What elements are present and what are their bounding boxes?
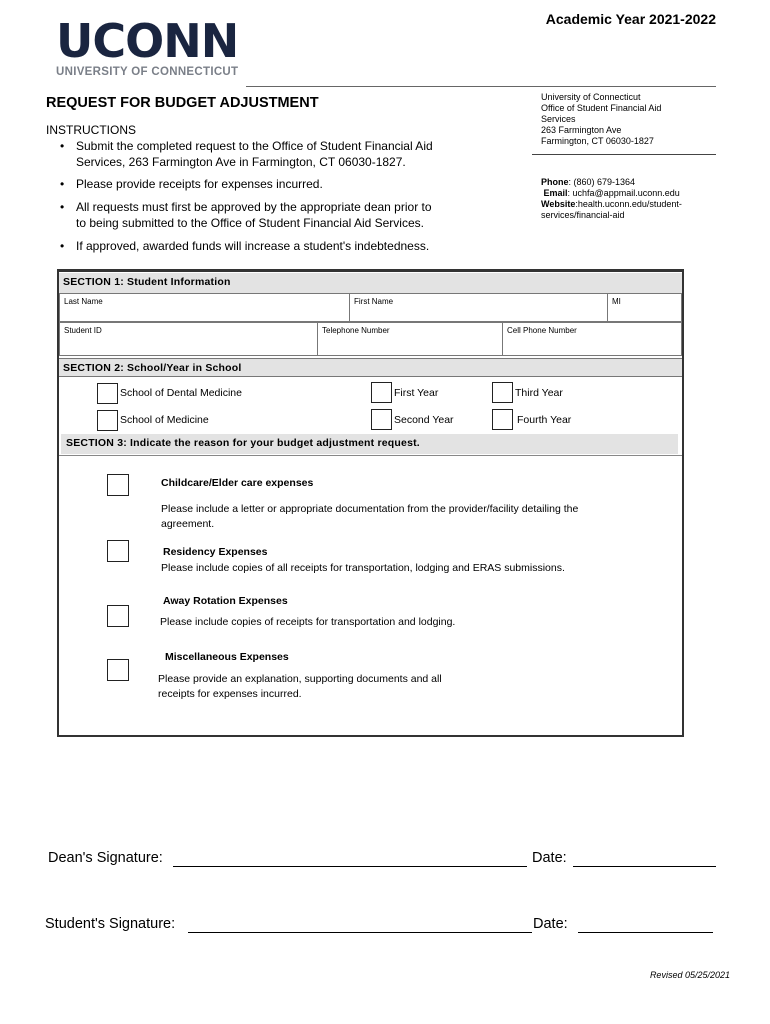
uconn-logo: UCONN <box>56 14 239 68</box>
logo-subtitle: UNIVERSITY OF CONNECTICUT <box>56 66 239 78</box>
school-dental-label: School of Dental Medicine <box>120 387 242 399</box>
student-signature-line[interactable] <box>188 932 532 933</box>
revised-date: Revised 05/25/2021 <box>649 970 730 980</box>
instruction-item: • If approved, awarded funds will increase a student's indebtedness. <box>60 239 430 253</box>
miscellaneous-desc: Please provide an explanation, supporting documents and all receipts for expenses incurred. <box>158 673 442 700</box>
section3-heading: SECTION 3: Indicate the reason for your budget adjustment request. <box>61 434 678 454</box>
contact-info: Phone: (860) 679-1364 Email: uchfa@appmail.uconn.edu Website:health.uconn.edu/student- services/financial-aid <box>541 177 682 220</box>
office-address: University of Connecticut Office of Student Financial Aid Services 263 Farmington Ave Farmington, CT 06030-1827 <box>541 92 662 146</box>
childcare-title: Childcare/Elder care expenses <box>161 477 314 489</box>
mi-field[interactable]: MI <box>607 293 682 322</box>
student-date-line[interactable] <box>578 932 713 933</box>
school-dental-checkbox[interactable] <box>97 383 118 404</box>
childcare-desc: Please include a letter or appropriate documentation from the provider/facility detailing the agreement. <box>161 503 579 530</box>
school-medicine-label: School of Medicine <box>120 414 209 426</box>
dean-signature-label: Dean's Signature: <box>48 850 163 866</box>
miscellaneous-checkbox[interactable] <box>107 659 129 681</box>
first-year-label: First Year <box>394 387 439 399</box>
student-signature-label: Student's Signature: <box>45 916 176 932</box>
instruction-item: • Submit the completed request to the Office of Student Financial Aid Services, 263 Farmington Ave in Farmington, CT 06030-1827. <box>60 139 433 169</box>
section3-divider <box>59 455 682 456</box>
academic-year: Academic Year 2021-2022 <box>545 11 716 27</box>
section1-heading: SECTION 1: Student Information <box>59 273 682 293</box>
residency-desc: Please include copies of all receipts for transportation, lodging and ERAS submissions. <box>161 562 565 574</box>
second-year-checkbox[interactable] <box>371 409 392 430</box>
dean-date-line[interactable] <box>573 866 716 867</box>
instructions-heading: INSTRUCTIONS <box>46 123 136 137</box>
away-rotation-title: Away Rotation Expenses <box>163 595 288 607</box>
instruction-item: • Please provide receipts for expenses incurred. <box>60 177 323 191</box>
form-title: REQUEST FOR BUDGET ADJUSTMENT <box>46 95 319 111</box>
miscellaneous-title: Miscellaneous Expenses <box>165 651 289 663</box>
telephone-field[interactable]: Telephone Number <box>317 322 503 356</box>
dean-signature-line[interactable] <box>173 866 527 867</box>
second-year-label: Second Year <box>394 414 454 426</box>
third-year-checkbox[interactable] <box>492 382 513 403</box>
header-divider <box>246 86 716 87</box>
residency-title: Residency Expenses <box>163 546 268 558</box>
student-date-label: Date: <box>533 916 568 932</box>
cell-phone-field[interactable]: Cell Phone Number <box>502 322 682 356</box>
residency-checkbox[interactable] <box>107 540 129 562</box>
office-divider <box>532 154 716 155</box>
school-medicine-checkbox[interactable] <box>97 410 118 431</box>
first-year-checkbox[interactable] <box>371 382 392 403</box>
third-year-label: Third Year <box>515 387 563 399</box>
first-name-field[interactable]: First Name <box>349 293 608 322</box>
dean-date-label: Date: <box>532 850 567 866</box>
last-name-field[interactable]: Last Name <box>59 293 350 322</box>
student-id-field[interactable]: Student ID <box>59 322 318 356</box>
fourth-year-label: Fourth Year <box>517 414 572 426</box>
instruction-item: • All requests must first be approved by the appropriate dean prior to to being submitted to the Office of Student Financial Aid Services. <box>60 200 432 230</box>
childcare-checkbox[interactable] <box>107 474 129 496</box>
away-rotation-checkbox[interactable] <box>107 605 129 627</box>
away-rotation-desc: Please include copies of receipts for transportation and lodging. <box>160 616 456 628</box>
fourth-year-checkbox[interactable] <box>492 409 513 430</box>
section2-heading: SECTION 2: School/Year in School <box>59 358 682 377</box>
